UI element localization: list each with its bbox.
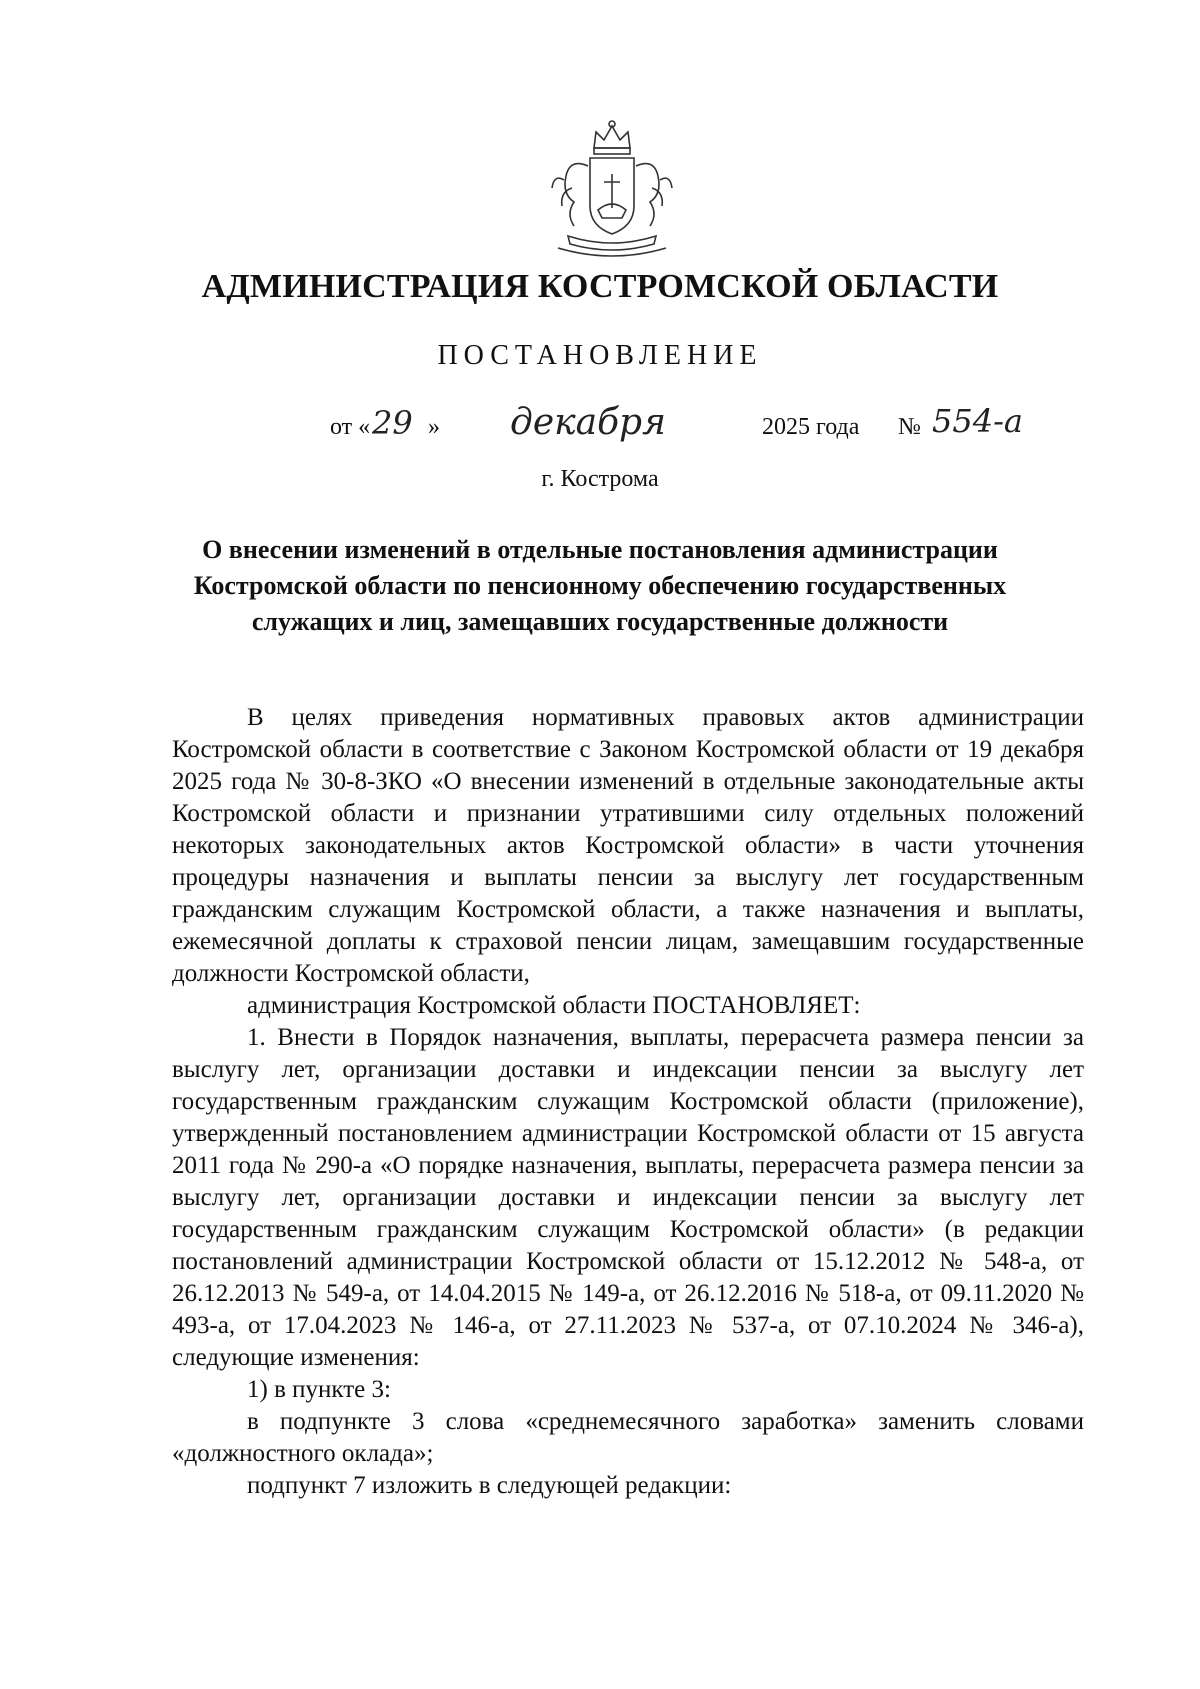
date-month-handwritten: декабря [510, 402, 666, 443]
city: г. Кострома [541, 466, 659, 492]
date-line [0, 400, 1200, 460]
date-day-handwritten: 29 [372, 404, 413, 442]
document-title: О внесении изменений в отдельные постановления администрации Костромской области по пенсионному обеспечению государственных служащих и лиц, замещавших государственные должности [193, 535, 1007, 636]
document-number-handwritten: 554-а [932, 402, 1023, 440]
paragraph-subpoint-7: подпункт 7 изложить в следующей редакции: [247, 1472, 732, 1499]
paragraph-item-1: 1. Внести в Порядок назначения, выплаты, перерасчета размера пенсии за выслугу лет, организации доставки и индексации пенсии за выслугу лет государственным гражданским служащим Костромской области (приложение), утвержденный постановлением администрации Костромской области от 15 августа 2011 года № 290-а «О порядке назначения, выплаты, перерасчета размера пенсии за выслугу лет, организации доставки и индексации пенсии за выслугу лет государственным гражданским служащим Костромской области» (в редакции постановлений администрации Костромской области от 15.12.2012 № 548-а, от 26.12.2013 № 549-а, от 14.04.2015 № 149-а, от 26.12.2016 № 518-а, от 09.11.2020 № 493-а, от 17.04.2023 № 146-а, от 27.11.2023 № 537-а, от 07.10.2024 № 346-а), следующие изменения: [172, 1024, 1084, 1371]
paragraph-subitem-1: 1) в пункте 3: [247, 1376, 391, 1403]
date-day-close: » [428, 414, 440, 440]
date-year: 2025 года [762, 414, 860, 440]
coat-of-arms-icon [544, 118, 680, 260]
paragraph-subpoint-3: в подпункте 3 слова «среднемесячного заработка» заменить словами «должностного оклада»; [172, 1408, 1084, 1467]
document-type: ПОСТАНОВЛЕНИЕ [437, 340, 763, 371]
number-sign: № [898, 414, 921, 440]
paragraph-preamble: В целях приведения нормативных правовых актов администрации Костромской области в соответствие с Законом Костромской области от 19 декабря 2025 года № 30-8-ЗКО «О внесении изменений в отдельные законодательные акты Костромской области и признании утратившими силу отдельных положений некоторых законодательных актов Костромской области» в части уточнения процедуры назначения и выплаты пенсии за выслугу лет государственным гражданским служащим Костромской области, а также назначения и выплаты, ежемесячной доплаты к страховой пенсии лицам, замещавшим государственные должности Костромской области, [172, 704, 1084, 987]
paragraph-resolves: администрация Костромской области ПОСТАНОВЛЯЕТ: [247, 992, 861, 1019]
document-body [172, 702, 1084, 1502]
date-prefix: от « [330, 414, 371, 440]
organization-name: АДМИНИСТРАЦИЯ КОСТРОМСКОЙ ОБЛАСТИ [201, 268, 999, 305]
